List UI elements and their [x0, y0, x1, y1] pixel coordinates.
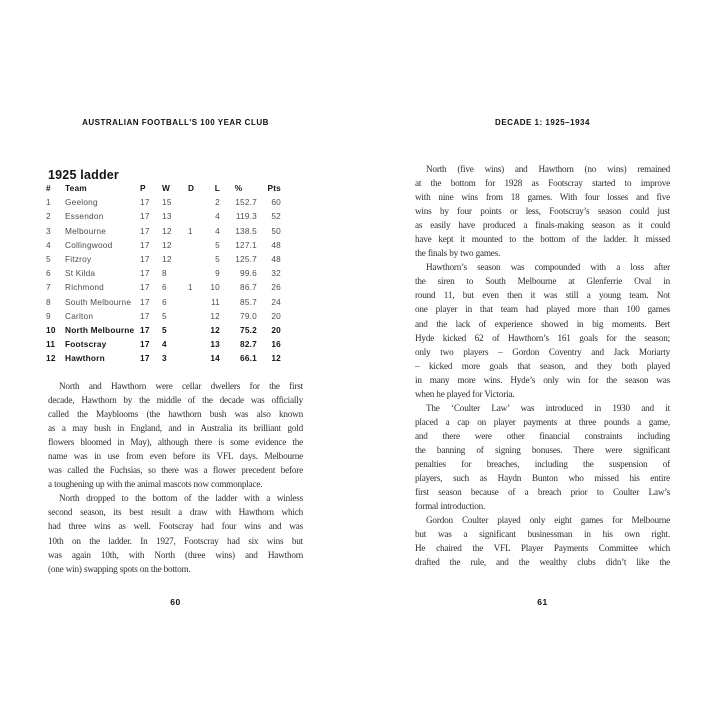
body-text-left	[48, 379, 303, 576]
text-line: and there were other financial constraints including	[415, 430, 670, 441]
ladder-cell: 12	[46, 353, 56, 364]
ladder-cell: 17	[140, 310, 150, 321]
ladder-cell: 24	[271, 296, 281, 307]
ladder-cell: 16	[271, 339, 281, 350]
ladder-cell: 2	[46, 211, 51, 222]
ladder-cell: 50	[271, 225, 281, 236]
text-line: – kicked more goals that season, and they both played	[415, 360, 670, 371]
text-line: one player in that team had played more than 100 games	[415, 304, 670, 315]
ladder-cell: 5	[215, 239, 220, 250]
text-line: and the lack of experience showed in big moments. Bert	[415, 318, 670, 329]
ladder-cell: 99.6	[240, 268, 257, 279]
ladder-cell: 1	[188, 225, 193, 236]
running-head-left: AUSTRALIAN FOOTBALL'S 100 YEAR CLUB	[82, 118, 269, 127]
text-line: the siren to South Melbourne at Glenferrie Oval in	[415, 276, 670, 287]
ladder-col-header: W	[162, 183, 171, 193]
ladder-cell: 5	[162, 325, 167, 336]
ladder-cell: 86.7	[240, 282, 257, 293]
page-number-left: 60	[170, 597, 181, 607]
ladder-title: 1925 ladder	[48, 168, 119, 183]
text-line: as easily have produced a finals-making season as it could	[415, 220, 670, 231]
ladder-row	[46, 238, 281, 252]
text-line: as a may bush in England, and in Australia its brilliant gold	[48, 423, 303, 434]
text-line: (one win) swapping spots on the bottom.	[48, 563, 191, 574]
ladder-cell: 5	[162, 310, 167, 321]
ladder-cell: 1	[188, 282, 193, 293]
text-line: was again 10th, with North (three wins) and Hawthorn	[48, 549, 303, 560]
text-line: the finals by two games.	[415, 248, 501, 259]
ladder-cell: Melbourne	[65, 225, 107, 236]
ladder-row	[46, 295, 281, 309]
text-line: players, such as Haydn Bunton who missed his entire	[415, 473, 670, 484]
text-line: round 11, but even then it was still a young team. Not	[415, 290, 670, 301]
ladder-cell: 9	[215, 268, 220, 279]
text-line: name was in use from even before its VFL days. Melbourne	[48, 451, 303, 462]
text-line: penalties for breaches, including the suspension of	[415, 458, 670, 469]
ladder-cell: 79.0	[240, 310, 257, 321]
ladder-col-header: #	[46, 183, 51, 193]
ladder-cell: 4	[162, 339, 167, 350]
ladder-row	[46, 195, 281, 209]
text-line: with nine wins from 18 games. With four losses and five	[415, 192, 670, 203]
ladder-cell: 5	[215, 254, 220, 265]
ladder-cell: 3	[46, 225, 51, 236]
ladder-cell: 125.7	[235, 254, 257, 265]
text-line: was called the Fuchsias, so there was a flower precedent before	[48, 465, 303, 476]
ladder-cell: 11	[46, 339, 56, 350]
ladder-cell	[188, 309, 200, 323]
ladder-cell: South Melbourne	[65, 296, 132, 307]
ladder-cell: 4	[215, 211, 220, 222]
ladder-cell: Footscray	[65, 339, 107, 350]
ladder-cell: 17	[140, 254, 150, 265]
ladder-cell: North Melbourne	[65, 325, 135, 336]
ladder-row	[46, 280, 281, 294]
ladder-cell: 17	[140, 239, 150, 250]
ladder-cell: 8	[162, 268, 167, 279]
text-line: the banning of signing bonuses. There were significant	[415, 444, 670, 455]
ladder-cell	[188, 209, 200, 223]
running-head-right: DECADE 1: 1925–1934	[495, 118, 590, 127]
ladder-cell	[188, 295, 200, 309]
ladder-col-header: Team	[65, 183, 87, 193]
ladder-row	[46, 351, 281, 365]
ladder-row	[46, 309, 281, 323]
ladder-cell: 12	[210, 325, 220, 336]
ladder-cell: 6	[162, 296, 167, 307]
ladder-cell	[188, 323, 200, 337]
ladder-cell: 12	[210, 310, 220, 321]
ladder-cell	[188, 195, 200, 209]
ladder-cell: 82.7	[240, 339, 257, 350]
ladder-cell: 10	[46, 325, 56, 336]
ladder-cell	[188, 351, 200, 365]
ladder-cell: 12	[162, 254, 172, 265]
text-line: Hyde kicked 62 of Hawthorn’s 161 goals for the season;	[415, 332, 670, 343]
ladder-cell: 119.3	[235, 211, 257, 222]
ladder-row	[46, 337, 281, 351]
ladder-cell: 13	[210, 339, 220, 350]
ladder-row	[46, 224, 281, 238]
text-line: when he played for Victoria.	[415, 388, 515, 399]
text-line: a toughening up with the animal mascots now commonplace.	[48, 479, 263, 490]
text-line: North (five wins) and Hawthorn (no wins) remained	[426, 164, 670, 174]
ladder-cell: Richmond	[65, 282, 104, 293]
ladder-cell: 20	[271, 325, 281, 336]
ladder-col-header: %	[234, 183, 243, 193]
text-line: North and Hawthorn were cellar dwellers for the first	[59, 381, 303, 391]
text-line: He chaired the VFL Player Payments Committee which	[415, 543, 670, 554]
ladder-cell: 127.1	[235, 239, 257, 250]
ladder-cell	[188, 252, 200, 266]
ladder-header-row	[46, 181, 281, 195]
page-number-right: 61	[537, 597, 548, 607]
ladder-cell: 10	[210, 282, 220, 293]
text-line: 10th on the ladder. In 1927, Footscray had six wins but	[48, 535, 303, 546]
ladder-col-header: P	[140, 183, 146, 193]
text-line: flowers bloomed in May), although there is some evidence the	[48, 437, 303, 448]
ladder-cell: 85.7	[240, 296, 257, 307]
ladder-cell: 4	[215, 225, 220, 236]
ladder-cell: 48	[271, 239, 281, 250]
text-line: called the Mayblooms (the hawthorn bush was also known	[48, 409, 303, 420]
ladder-table	[46, 181, 281, 366]
ladder-cell: 17	[140, 296, 150, 307]
ladder-cell: 12	[162, 225, 172, 236]
ladder-cell: 17	[140, 353, 150, 364]
ladder-cell: 48	[271, 254, 281, 265]
text-line: Gordon Coulter played only eight games for Melbourne	[426, 515, 670, 526]
ladder-row	[46, 266, 281, 280]
text-line: first season because of a breach prior to Coulter Law’s	[415, 487, 670, 498]
ladder-cell: 32	[271, 268, 281, 279]
ladder-cell: 9	[46, 310, 51, 321]
ladder-cell: 3	[162, 353, 167, 364]
ladder-row	[46, 252, 281, 266]
ladder-cell: 17	[140, 325, 150, 336]
ladder-cell: 6	[162, 282, 167, 293]
ladder-cell: 2	[215, 197, 220, 208]
ladder-cell: 13	[162, 211, 172, 222]
ladder-cell: 60	[271, 197, 281, 208]
ladder-cell: 17	[140, 211, 150, 222]
ladder-cell: St Kilda	[65, 268, 96, 279]
ladder-cell: 5	[46, 254, 51, 265]
ladder-cell: 7	[46, 282, 51, 293]
text-line: placed a cap on player payments at three pounds a game,	[415, 416, 670, 427]
text-line: North dropped to the bottom of the ladder with a winless	[59, 493, 303, 504]
ladder-cell: 15	[162, 197, 172, 208]
ladder-cell	[188, 238, 200, 252]
ladder-cell: 75.2	[240, 325, 257, 336]
text-line: at the bottom for 1928 as Footscray started to improve	[415, 178, 670, 189]
ladder-cell: 17	[140, 197, 150, 208]
ladder-cell	[188, 266, 200, 280]
text-line: but was a significant businessman in his own right.	[415, 529, 670, 540]
ladder-cell: 17	[140, 225, 150, 236]
text-line: second season, its best result a draw with Hawthorn which	[48, 507, 303, 518]
text-line: drafted the rule, and the wealthy clubs didn’t like the	[415, 557, 670, 568]
text-line: wins by four points or less, Footscray’s season could just	[415, 206, 670, 217]
ladder-col-header: D	[188, 183, 195, 193]
text-line: The ‘Coulter Law’ was introduced in 1930 and it	[426, 402, 670, 413]
ladder-cell: 8	[46, 296, 51, 307]
ladder-body	[46, 195, 281, 365]
ladder-cell: Fitzroy	[65, 254, 92, 265]
text-line: in many more wins. Hyde’s only win for the season was	[415, 374, 670, 385]
ladder-cell: 17	[140, 339, 150, 350]
ladder-cell: 1	[46, 197, 51, 208]
ladder-cell: 12	[271, 353, 281, 364]
ladder-cell: 11	[210, 296, 220, 307]
ladder-cell: 6	[46, 268, 51, 279]
ladder-cell: 20	[271, 310, 281, 321]
ladder-cell: Geelong	[65, 197, 98, 208]
ladder-cell	[188, 337, 200, 351]
ladder-cell: Collingwood	[65, 239, 113, 250]
ladder-cell: 152.7	[235, 197, 257, 208]
text-line: Hawthorn’s season was compounded with a loss after	[426, 262, 670, 273]
text-line: have kept it mounted to the bottom of the ladder. It missed	[415, 234, 670, 245]
ladder-col-header: L	[214, 183, 220, 193]
ladder-cell: 14	[210, 353, 220, 364]
ladder-cell: 52	[271, 211, 281, 222]
ladder-cell: 17	[140, 282, 150, 293]
ladder-col-header: Pts	[267, 183, 281, 193]
ladder-cell: Essendon	[65, 211, 104, 222]
body-text-right	[415, 162, 670, 569]
text-line: formal introduction.	[415, 501, 486, 512]
ladder-cell: 138.5	[235, 225, 257, 236]
ladder-cell: 4	[46, 239, 51, 250]
ladder-cell: 26	[271, 282, 281, 293]
ladder-cell: 17	[140, 268, 150, 279]
text-line: decade, Hawthorn by the middle of the decade was officially	[48, 395, 303, 406]
ladder-row	[46, 323, 281, 337]
text-line: had three wins as well. Footscray had four wins and was	[48, 521, 303, 532]
ladder-cell: 66.1	[240, 353, 257, 364]
ladder-row	[46, 209, 281, 223]
ladder-cell: Carlton	[65, 310, 94, 321]
ladder-cell: Hawthorn	[65, 353, 105, 364]
ladder-cell: 12	[162, 239, 172, 250]
text-line: only two players – Gordon Coventry and Jack Moriarty	[415, 346, 670, 357]
